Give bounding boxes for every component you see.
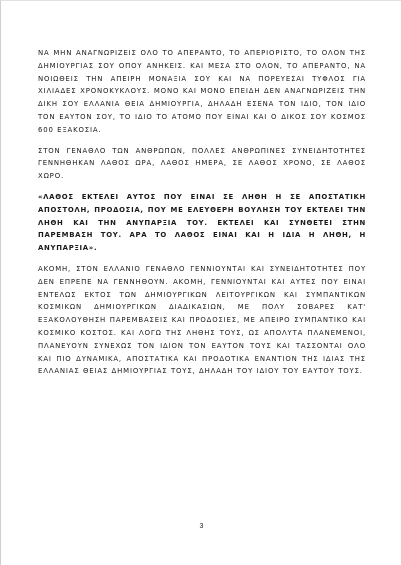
- paragraph-2: ΣΤΟΝ ΓΕΝΑΘΛΟ ΤΩΝ ΑΝΘΡΩΠΩΝ, ΠΟΛΛΕΣ ΑΝΘΡΩΠΙΝΕΣ ΣΥΝΕΙΔΗΤΟΤΗΤΕΣ ΓΕΝΝΗΘΗΚΑΝ ΛΑΘΟΣ ΩΡΑ, ΛΑΘΟΣ ΗΜΕΡΑ, ΣΕ ΛΑΘΟΣ ΧΡΟΝΟ, ΣΕ ΛΑΘΟΣ ΧΩΡΟ.: [38, 146, 366, 181]
- paragraph-3-bold-quote: «ΛΑΘΟΣ ΕΚΤΕΛΕΙ ΑΥΤΟΣ ΠΟΥ ΕΙΝΑΙ ΣΕ ΛΗΘΗ Η ΣΕ ΑΠΟΣΤΑΤΙΚΗ ΑΠΟΣΤΟΛΗ, ΠΡΟΔΟΣΙΑ, ΠΟΥ ΜΕ ΕΛΕΥΘΕΡΗ ΒΟΥΛΗΣΗ ΤΟΥ ΕΚΤΕΛΕΙ ΤΗΝ ΛΗΘΗ ΚΑΙ ΤΗΝ ΑΝΥΠΑΡΞΙΑ ΤΟΥ. ΕΚΤΕΛΕΙ ΚΑΙ ΣΥΝΘΕΤΕΙ ΣΤΗΝ ΠΑΡΕΜΒΑΣΗ ΤΟΥ. ΑΡΑ ΤΟ ΛΑΘΟΣ ΕΙΝΑΙ ΚΑΙ Η ΙΔΙΑ Η ΛΗΘΗ, Η ΑΝΥΠΑΡΞΙΑ».: [38, 192, 366, 253]
- paragraph-4: ΑΚΟΜΗ, ΣΤΟΝ ΕΛΛΑΝΙΟ ΓΕΝΑΘΛΟ ΓΕΝΝΙΟΥΝΤΑΙ ΚΑΙ ΣΥΝΕΙΔΗΤΟΤΗΤΕΣ ΠΟΥ ΔΕΝ ΕΠΡΕΠΕ ΝΑ ΓΕΝΝΗΘΟΥΝ. ΑΚΟΜΗ, ΓΕΝΝΙΟΥΝΤΑΙ ΚΑΙ ΑΥΤΕΣ ΠΟΥ ΕΙΝΑΙ ΕΝΤΕΛΩΣ ΕΚΤΟΣ ΤΩΝ ΔΗΜΙΟΥΡΓΙΚΩΝ ΛΕΙΤΟΥΡΓΙΚΩΝ ΚΑΙ ΣΥΜΠΑΝΤΙΚΩΝ ΚΟΣΜΙΚΩΝ ΔΗΜΙΟΥΡΓΙΚΩΝ ΔΙΑΔΙΚΑΣΙΩΝ, ΜΕ ΠΟΛΥ ΣΟΒΑΡΕΣ ΚΑΤ' ΕΞΑΚΟΛΟΥΘΗΣΗ ΠΑΡΕΜΒΑΣΕΙΣ ΚΑΙ ΠΡΟΔΟΣΙΕΣ, ΜΕ ΑΠΕΙΡΟ ΣΥΜΠΑΝΤΙΚΟ ΚΑΙ ΚΟΣΜΙΚΟ ΚΟΣΤΟΣ. ΚΑΙ ΛΟΓΩ ΤΗΣ ΛΗΘΗΣ ΤΟΥΣ, ΩΣ ΑΠΟΛΥΤΑ ΠΛΑΝΕΜΕΝΟΙ, ΠΛΑΝΕΥΟΥΝ ΣΥΝΕΧΩΣ ΤΟΝ ΙΔΙΟΝ ΤΟΝ ΕΑΥΤΟΝ ΤΟΥΣ ΚΑΙ ΤΑΣΣΟΝΤΑΙ ΟΛΟ ΚΑΙ ΠΙΟ ΔΥΝΑΜΙΚΑ, ΑΠΟΣΤΑΤΙΚΑ ΚΑΙ ΠΡΟΔΟΤΙΚΑ ΕΝΑΝΤΙΟΝ ΤΗΣ ΙΔΙΑΣ ΤΗΣ ΕΛΛΑΝΙΑΣ ΘΕΙΑΣ ΔΗΜΙΟΥΡΓΙΑΣ ΤΟΥΣ, ΔΗΛΑΔΗ ΤΟΥ ΙΔΙΟΥ ΤΟΥ ΕΑΥΤΟΥ ΤΟΥΣ.: [38, 264, 366, 376]
- page-body: [38, 47, 366, 378]
- page-number: 3: [199, 523, 204, 530]
- paragraph-1: ΝΑ ΜΗΝ ΑΝΑΓΝΩΡΙΖΕΙΣ ΟΛΟ ΤΟ ΑΠΕΡΑΝΤΟ, ΤΟ ΑΠΕΡΙΟΡΙΣΤΟ, ΤΟ ΟΛΟΝ ΤΗΣ ΔΗΜΙΟΥΡΓΙΑΣ ΣΟΥ ΟΠΟΥ ΑΝΗΚΕΙΣ. ΚΑΙ ΜΕΣΑ ΣΤΟ ΟΛΟΝ, ΤΟ ΑΠΕΡΑΝΤΟ, ΝΑ ΝΟΙΩΘΕΙΣ ΤΗΝ ΑΠΕΙΡΗ ΜΟΝΑΞΙΑ ΣΟΥ ΚΑΙ ΝΑ ΠΟΡΕΥΕΣΑΙ ΤΥΦΛΟΣ ΓΙΑ ΧΙΛΙΑΔΕΣ ΧΡΟΝΟΚΥΚΛΟΥΣ. ΜΟΝΟ ΚΑΙ ΜΟΝΟ ΕΠΕΙΔΗ ΔΕΝ ΑΝΑΓΝΩΡΙΖΕΙΣ ΤΗΝ ΔΙΚΗ ΣΟΥ ΕΛΛΑΝΙΑ ΘΕΙΑ ΔΗΜΙΟΥΡΓΙΑ, ΔΗΛΑΔΗ ΕΣΕΝΑ ΤΟΝ ΙΔΙΟ, ΤΟΝ ΙΔΙΟ ΤΟΝ ΕΑΥΤΟΝ ΣΟΥ, ΤΟ ΙΔΙΟ ΤΟ ΑΤΟΜΟ ΠΟΥ ΕΙΝΑΙ ΚΑΙ Ο ΔΙΚΟΣ ΣΟΥ ΚΟΣΜΟΣ 600 ΕΞΑΚΟΣΙΑ.: [38, 49, 366, 134]
